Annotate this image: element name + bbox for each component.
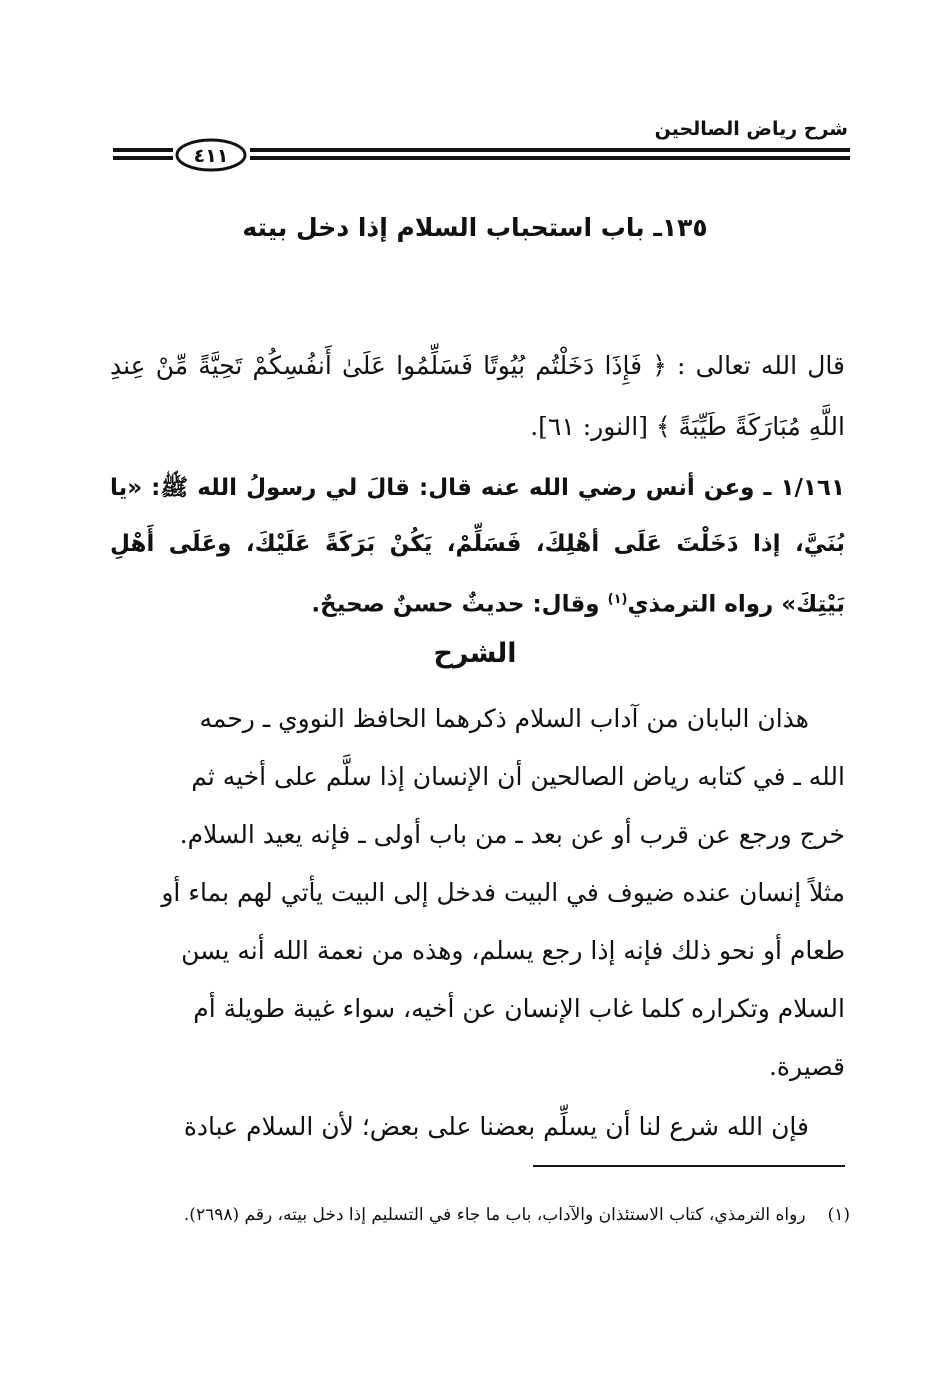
sharh-heading: الشرح [433,638,517,669]
footnote-divider [533,1165,845,1167]
quran-verse-paragraph [110,335,845,457]
explanation-line: السلام وتكراره كلما غاب الإنسان عن أخيه، سواء غيبة طويلة أم [193,994,845,1023]
hadith-text: ١/١٦١ ـ وعن أنس رضي الله عنه قال: قالَ لي رسولُ الله ﷺ: «يا بُنَيَّ، إذا دَخَلْتَ عَلَى أهْلِكَ، فَسَلِّمْ، يَكُنْ بَرَكَةً عَلَيْكَ، وعَلَى أَهْلِ بَيْتِكَ» رواه الترمذي [110,475,845,618]
explanation-paragraph-2: فإن الله شرع لنا أن يسلِّم بعضنا على بعض؛ لأن السلام عبادة [183,1112,809,1141]
explanation-line: طعام أو نحو ذلك فإنه إذا رجع يسلم، وهذه من نعمة الله أنه يسن [181,936,845,965]
explanation-line: مثلاً إنسان عنده ضيوف في البيت فدخل إلى البيت يأتي لهم بماء أو [161,878,845,907]
footnote-reference[interactable]: (١) [607,592,628,607]
hadith-grading: وقال: حديثٌ حسنٌ صحيحٌ. [311,591,608,618]
running-title: شرح رياض الصالحين [654,118,848,140]
verse-text: ﴿ فَإِذَا دَخَلْتُم بُيُوتًا فَسَلِّمُوا عَلَىٰ أَنفُسِكُمْ تَحِيَّةً مِّنْ عِندِ اللَّهِ مُبَارَكَةً طَيِّبَةً ﴾ [110,351,845,441]
footnote-text: رواه الترمذي، كتاب الاستئذان والآداب، باب ما جاء في التسليم إذا دخل بيته، رقم (٢٦٩٨). [183,1205,806,1225]
explanation-line: الله ـ في كتابه رياض الصالحين أن الإنسان إذا سلَّم على أخيه ثم [191,762,845,791]
verse-reference: [النور: ٦١]. [530,412,656,441]
explanation-line: هذان البابان من آداب السلام ذكرهما الحافظ النووي ـ رحمه [199,704,809,733]
footnote [110,1200,850,1230]
page-number: ٤١١ [193,145,229,167]
chapter-heading: ١٣٥ـ باب استحباب السلام إذا دخل بيته [242,213,708,242]
verse-intro: قال الله تعالى : [666,351,845,380]
explanation-line: قصيرة. [768,1052,845,1081]
explanation-paragraph [110,690,845,1096]
footnote-marker: (١) [827,1205,850,1225]
explanation-line: خرج ورجع عن قرب أو عن بعد ـ من باب أولى ـ فإنه يعيد السلام. [179,820,845,849]
hadith-paragraph [110,460,845,633]
